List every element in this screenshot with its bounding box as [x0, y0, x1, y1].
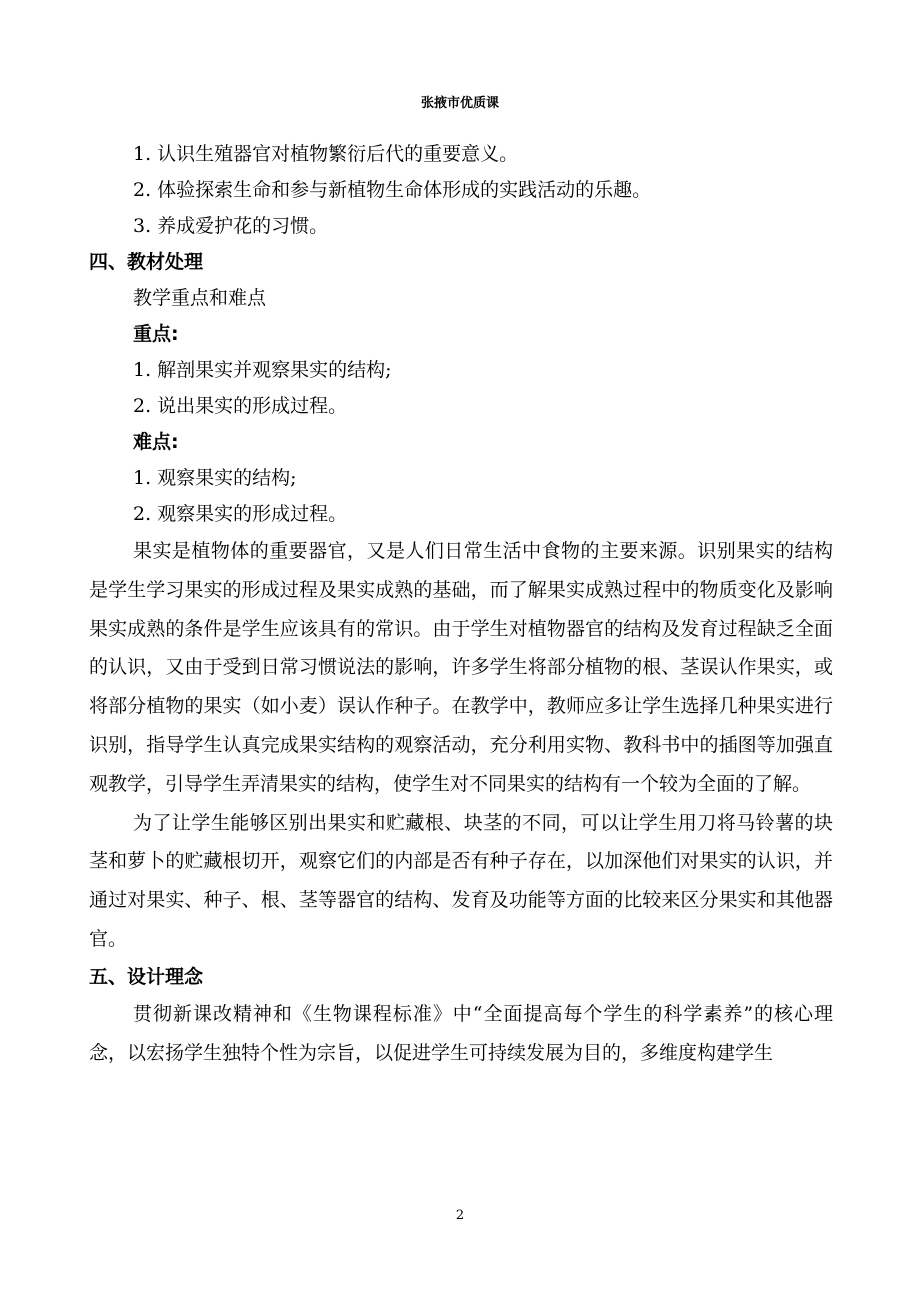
objective-item-2: 2. 体验探索生命和参与新植物生命体形成的实践活动的乐趣。: [133, 179, 652, 201]
document-body: [89, 136, 833, 1072]
difficult-point-item-1: 1. 观察果实的结构;: [133, 467, 297, 489]
key-points-label: 重点:: [133, 323, 179, 345]
key-point-item-2: 2. 说出果实的形成过程。: [133, 395, 348, 417]
difficult-point-item-2: 2. 观察果实的形成过程。: [133, 503, 348, 525]
section-intro: 教学重点和难点: [133, 287, 267, 309]
key-point-item-1: 1. 解剖果实并观察果实的结构;: [133, 359, 392, 381]
paragraph-fruit-importance: 果实是植物体的重要器官，又是人们日常生活中食物的主要来源。识别果实的结构是学生学习果实的形成过程及果实成熟的基础，而了解果实成熟过程中的物质变化及影响果实成熟的条件是学生应该具有的常识。由于学生对植物器官的结构及发育过程缺乏全面的认识，又由于受到日常习惯说法的影响，许多学生将部分植物的根、茎误认作果实，或将部分植物的果实（如小麦）误认作种子。在教学中，教师应多让学生选择几种果实进行识别，指导学生认真完成果实结构的观察活动，充分利用实物、教科书中的插图等加强直观教学，引导学生弄清果实的结构，使学生对不同果实的结构有一个较为全面的了解。: [89, 540, 833, 795]
paragraph-design-philosophy: 贯彻新课改精神和《生物课程标准》中“全面提高每个学生的科学素养”的核心理念，以宏扬学生独特个性为宗旨，以促进学生可持续发展为目的，多维度构建学生: [89, 1002, 833, 1064]
objective-item-1: 1. 认识生殖器官对植物繁衍后代的重要意义。: [133, 143, 519, 165]
section-heading-design: 五、设计理念: [89, 965, 204, 988]
objective-item-3: 3. 养成爱护花的习惯。: [133, 215, 329, 237]
paragraph-fruit-distinction: 为了让学生能够区别出果实和贮藏根、块茎的不同，可以让学生用刀将马铃薯的块茎和萝卜的贮藏根切开，观察它们的内部是否有种子存在，以加深他们对果实的认识，并通过对果实、种子、根、茎等器官的结构、发育及功能等方面的比较来区分果实和其他器官。: [89, 811, 833, 950]
document-header: 张掖市优质课: [420, 96, 499, 111]
page-number: 2: [455, 1208, 465, 1223]
difficult-points-label: 难点:: [133, 431, 179, 453]
section-heading-materials: 四、教材处理: [89, 251, 204, 273]
